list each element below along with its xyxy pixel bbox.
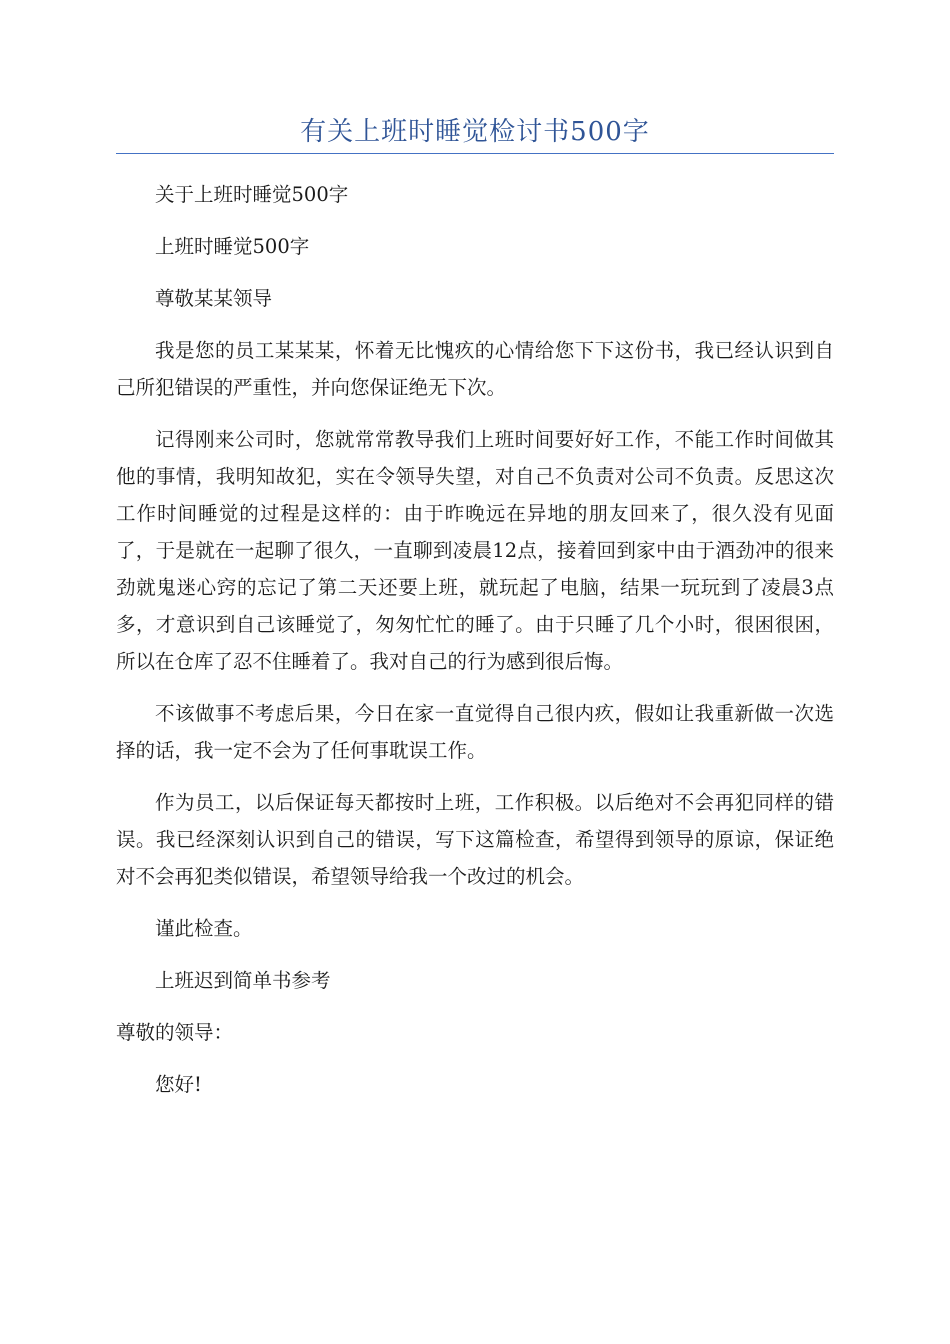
- paragraph-1: 关于上班时睡觉500字: [155, 183, 349, 206]
- closing-line: 谨此检查。: [155, 917, 253, 940]
- paragraph-7: 作为员工，以后保证每天都按时上班，工作积极。以后绝对不会再犯同样的错误。我已经深刻认识到自己的错误，写下这篇检查，希望得到领导的原谅，保证绝对不会再犯类似错误，希望领导给我一个改过的机会。: [116, 791, 834, 888]
- greeting: 您好!: [155, 1073, 202, 1096]
- document-title: 有关上班时睡觉检讨书500字: [300, 117, 650, 147]
- section-heading: 上班迟到简单书参考: [155, 969, 331, 992]
- document-body: [116, 176, 834, 1118]
- paragraph-4: 我是您的员工某某某，怀着无比愧疚的心情给您下下这份书，我已经认识到自己所犯错误的严重性，并向您保证绝无下次。: [116, 339, 834, 399]
- salutation-2: 尊敬的领导：: [116, 1021, 234, 1044]
- title-underline: [116, 153, 834, 154]
- salutation-1: 尊敬某某领导: [155, 287, 273, 310]
- paragraph-6: 不该做事不考虑后果，今日在家一直觉得自己很内疚，假如让我重新做一次选择的话，我一定不会为了任何事耽误工作。: [116, 702, 834, 762]
- paragraph-2: 上班时睡觉500字: [155, 235, 310, 258]
- paragraph-5: 记得刚来公司时，您就常常教导我们上班时间要好好工作，不能工作时间做其他的事情，我明知故犯，实在令领导失望，对自己不负责对公司不负责。反思这次工作时间睡觉的过程是这样的：由于昨晚远在异地的朋友回来了，很久没有见面了，于是就在一起聊了很久，一直聊到凌晨12点，接着回到家中由于酒劲冲的很来劲就鬼迷心窍的忘记了第二天还要上班，就玩起了电脑，结果一玩玩到了凌晨3点多，才意识到自己该睡觉了，匆匆忙忙的睡了。由于只睡了几个小时，很困很困，所以在仓库了忍不住睡着了。我对自己的行为感到很后悔。: [116, 428, 834, 673]
